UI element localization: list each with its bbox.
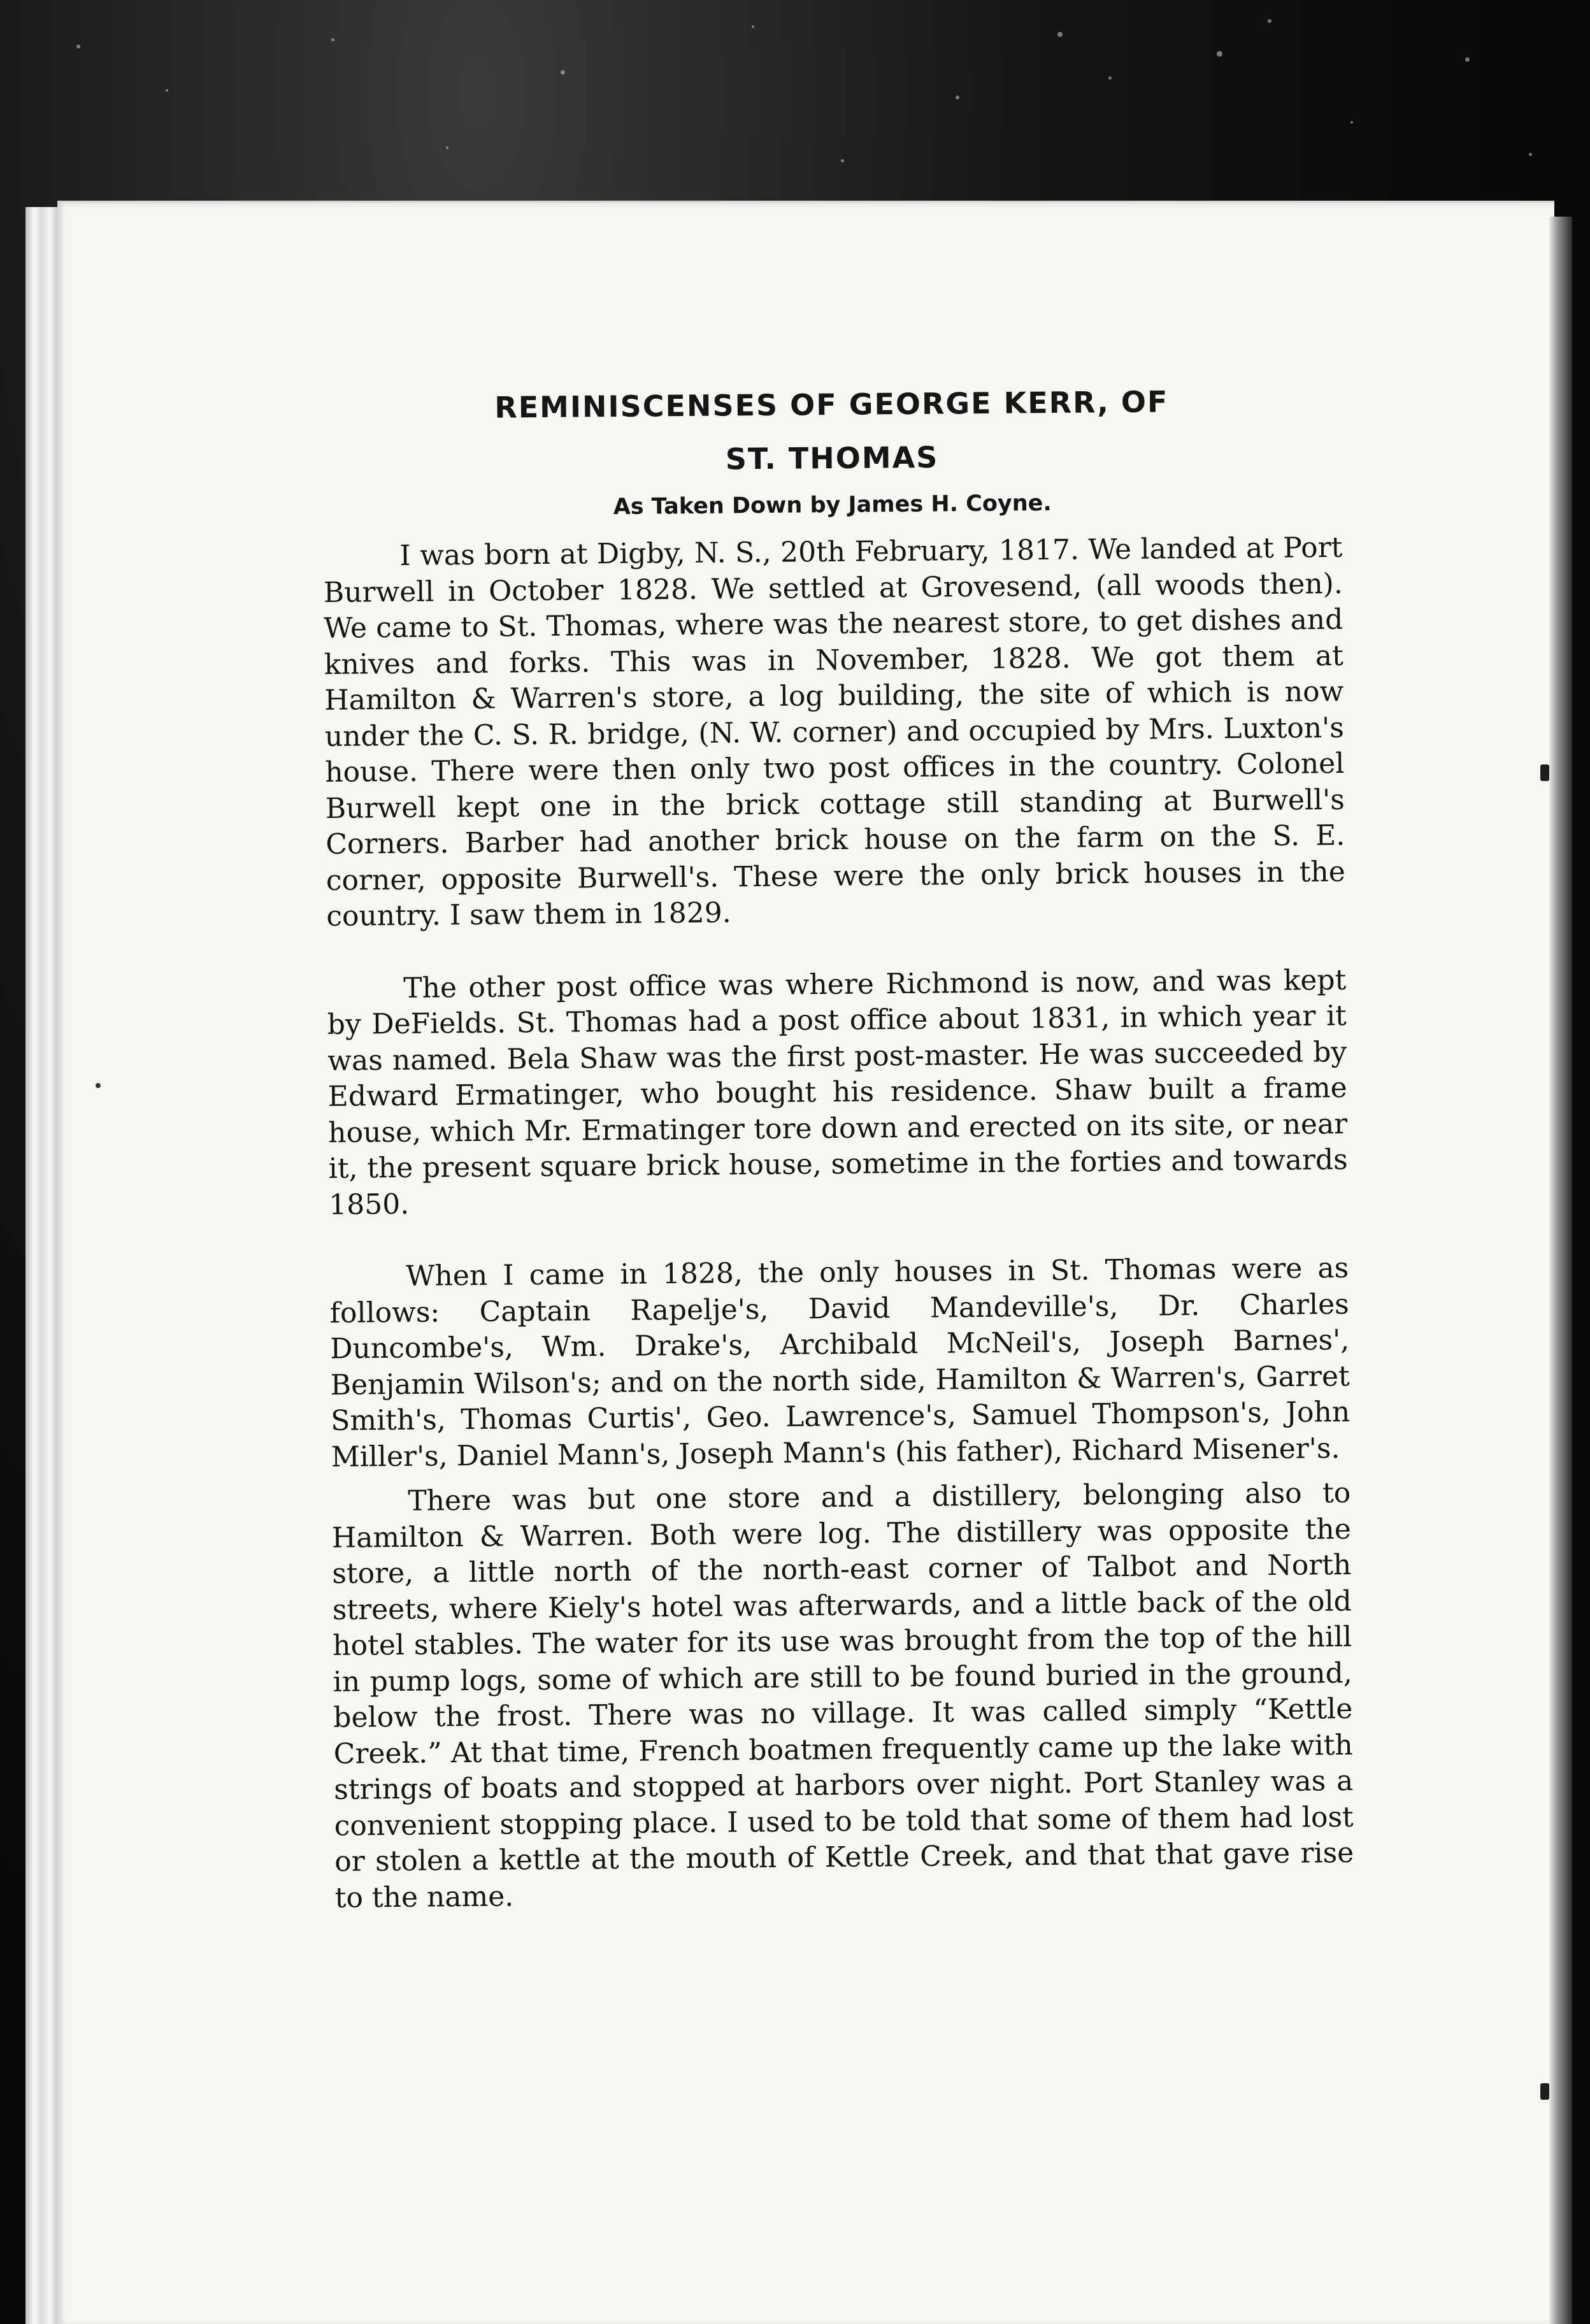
backdrop-speck — [1268, 19, 1271, 23]
paragraph-4: There was but one store and a distillery, belonging also to Hamilton & Warren. Both were log. The distillery was opposite the store, a little north of the north-east corner of Talbot and North streets, where Kiely's hotel was afterwards, and a little back of the old hotel stables. The water for its use was brought from the top of the hill in pump logs, some of which are still to be found buried in the ground, below the frost. There was no village. It was called simply “Kettle Creek.” At that time, French boatmen frequently came up the lake with strings of boats and stopped at harbors over night. Port Stanley was a convenient stopping place. I used to be told that some of them had lost or stolen a kettle at the mouth of Kettle Creek, and that that gave rise to the name. — [331, 1476, 1354, 1914]
binding-mark — [1540, 764, 1549, 781]
page-blemish — [96, 1083, 101, 1088]
backdrop-speck — [1529, 153, 1532, 156]
backdrop-speck — [1057, 32, 1063, 37]
article-title — [322, 373, 1342, 489]
article-title-line-1: REMINISCENSES OF GEORGE KERR, OF — [494, 384, 1169, 425]
backdrop-speck — [1108, 76, 1112, 80]
backdrop-speck — [841, 159, 844, 162]
paragraph-1: I was born at Digby, N. S., 20th February, 1817. We landed at Port Burwell in October 1828. We settled at Grovesend, (all woods then). We came to St. Thomas, where was the nearest store, to get dishes and knives and forks. This was in November, 1828. We got them at Hamilton & Warren's store, a log building, the site of which is now under the C. S. R. bridge, (N. W. corner) and occupied by Mrs. Luxton's house. There were then only two post offices in the country. Colonel Burwell kept one in the brick cottage still standing at Burwell's Corners. Barber had another brick house on the farm on the S. E. corner, opposite Burwell's. These were the only brick houses in the country. I saw them in 1829. — [323, 531, 1345, 933]
backdrop-speck — [1350, 121, 1353, 124]
backdrop-speck — [166, 89, 168, 92]
article-body — [322, 373, 1354, 1916]
backdrop-speck — [331, 38, 334, 41]
article-title-line-2: ST. THOMAS — [725, 440, 939, 477]
backdrop-speck — [956, 96, 959, 99]
article-byline: As Taken Down by James H. Coyne. — [613, 491, 1052, 520]
backdrop-speck — [561, 70, 565, 75]
backdrop-speck — [752, 25, 754, 28]
paragraph-2: The other post office was where Richmond is now, and was kept by DeFields. St. Thomas had a post office about 1831, in which year it was named. Bela Shaw was the first post-master. He was succeeded by Edward Ermatinger, who bought his residence. Shaw built a frame house, which Mr. Ermatinger tore down and erected on its site, or near it, the present square brick house, sometime in the forties and towards 1850. — [327, 963, 1348, 1221]
page-binding-edge — [1549, 217, 1572, 2324]
paragraph-3: When I came in 1828, the only houses in St. Thomas were as follows: Captain Rapelje's, David Mandeville's, Dr. Charles Duncombe's, Wm. Drake's, Archibald McNeil's, Joseph Barnes', Benjamin Wilson's; and on the north side, Hamilton & Warren's, Garret Smith's, Thomas Curtis', Geo. Lawrence's, Samuel Thompson's, John Miller's, Daniel Mann's, Joseph Mann's (his father), Richard Misener's. — [329, 1251, 1350, 1474]
backdrop-speck — [76, 45, 80, 48]
backdrop-speck — [1217, 51, 1222, 57]
backdrop-speck — [446, 147, 448, 149]
backdrop-speck — [1465, 57, 1470, 62]
binding-mark — [1540, 2083, 1549, 2100]
